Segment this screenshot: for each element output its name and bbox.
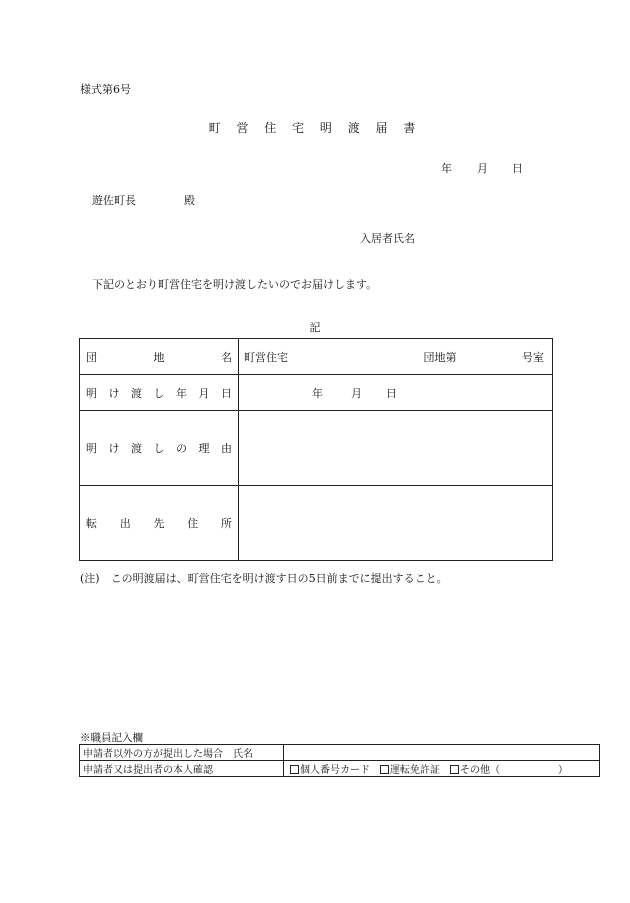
- label-char: 転: [86, 517, 97, 530]
- housing-text: 町営住宅: [244, 350, 288, 364]
- table-row: [80, 375, 553, 411]
- option-label: 運転免許証: [390, 765, 440, 776]
- staff-section-heading: ※職員記入欄: [80, 732, 143, 744]
- label-char: 所: [221, 517, 232, 530]
- label-char: の: [176, 442, 187, 455]
- label-char: 月: [198, 386, 210, 400]
- label-char: け: [108, 386, 120, 400]
- option-label: 個人番号カード: [300, 765, 370, 776]
- identity-check-options: [284, 761, 600, 777]
- table-row: [80, 486, 553, 561]
- table-row: [80, 339, 553, 375]
- checkbox-icon: [450, 765, 459, 774]
- row-label-new-address: [80, 486, 239, 561]
- addressee-name: 遊佐町長: [92, 194, 136, 207]
- option-my-number-card[interactable]: [290, 761, 370, 776]
- year-label: 年: [312, 386, 323, 400]
- staff-row-label-submitter: 申請者以外の方が提出した場合 氏名: [80, 745, 284, 761]
- row-label-move-out-date: [80, 375, 239, 411]
- row-label-reason: [80, 411, 239, 486]
- label-char: 年: [176, 386, 187, 400]
- addressee-honorific: 殿: [184, 194, 195, 207]
- label-char: 渡: [131, 442, 142, 455]
- label-char: 理: [198, 442, 210, 455]
- label-char: 先: [153, 517, 165, 530]
- option-drivers-license[interactable]: [380, 761, 440, 776]
- staff-row-label-identity: 申請者又は提出者の本人確認: [80, 761, 284, 777]
- table-row: [80, 411, 553, 486]
- table-row: [80, 761, 600, 777]
- option-label: その他（: [460, 765, 500, 776]
- label-char: 住: [187, 517, 199, 530]
- submitter-name-field[interactable]: [284, 745, 600, 761]
- row-label-complex-name: [80, 339, 239, 375]
- label-char: し: [153, 442, 165, 455]
- close-paren: ）: [558, 765, 568, 776]
- label-char: 日: [221, 386, 232, 400]
- room-number-text: 号室: [522, 350, 544, 364]
- label-char: 団: [86, 350, 97, 364]
- checkbox-icon: [380, 765, 389, 774]
- label-char: け: [108, 442, 120, 455]
- option-other[interactable]: [450, 761, 568, 776]
- reason-field[interactable]: [239, 411, 553, 486]
- month-label: 月: [351, 386, 362, 400]
- label-char: 渡: [131, 386, 142, 400]
- day-label: 日: [386, 386, 397, 400]
- page-title: 町 営 住 宅 明 渡 届 書: [208, 121, 422, 135]
- label-char: 地: [153, 350, 165, 364]
- staff-table: [79, 744, 600, 777]
- date-day-label: 日: [512, 162, 523, 175]
- label-char: 名: [221, 350, 232, 364]
- checkbox-icon: [290, 765, 299, 774]
- label-char: 出: [119, 517, 131, 530]
- date-year-label: 年: [441, 162, 452, 175]
- new-address-field[interactable]: [239, 486, 553, 561]
- resident-name-label: 入居者氏名: [360, 232, 415, 245]
- ki-heading: 記: [309, 321, 321, 334]
- move-out-date-field[interactable]: [239, 375, 553, 411]
- complex-name-field[interactable]: [239, 339, 553, 375]
- form-number: 様式第6号: [80, 83, 131, 96]
- label-char: 由: [221, 442, 232, 455]
- label-char: 明: [86, 442, 97, 455]
- note-text: (注) この明渡届は、町営住宅を明け渡す日の5日前までに提出すること。: [80, 572, 448, 585]
- label-char: 明: [86, 386, 97, 400]
- label-char: し: [153, 386, 165, 400]
- table-row: [80, 745, 600, 761]
- complex-number-text: 団地第: [423, 350, 457, 364]
- date-month-label: 月: [477, 162, 488, 175]
- statement-text: 下記のとおり町営住宅を明け渡したいのでお届けします。: [92, 278, 378, 291]
- notice-table: [79, 338, 553, 561]
